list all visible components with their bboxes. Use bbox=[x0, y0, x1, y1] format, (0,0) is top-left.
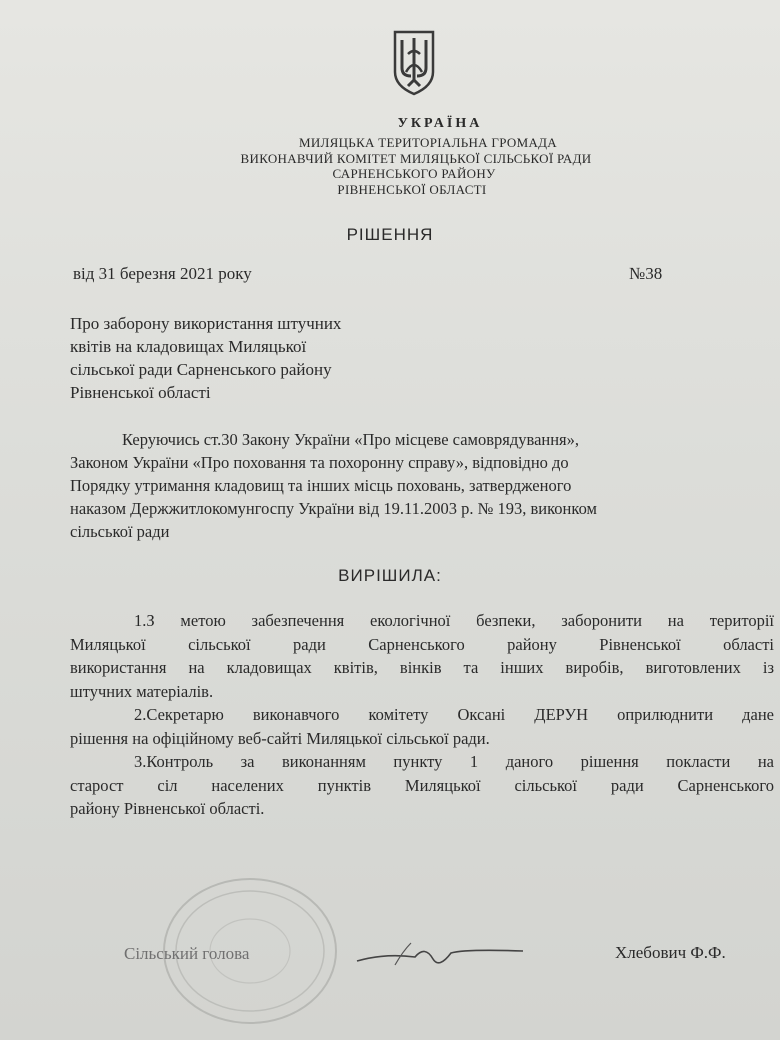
subject-line: Рівненської області bbox=[70, 383, 211, 402]
preamble-line: Керуючись ст.30 Закону України «Про місцеве самоврядування», bbox=[122, 430, 580, 449]
decided-heading: ВИРІШИЛА: bbox=[338, 566, 442, 585]
item-3-line: старост сіл населених пунктів Миляцької сільської ради Сарненського bbox=[70, 775, 774, 795]
item-2-line: 2.Секретарю виконавчого комітету Оксані ДЕРУН оприлюднити дане bbox=[134, 705, 774, 724]
item-1-line: штучних матеріалів. bbox=[70, 681, 214, 701]
district-heading: САРНЕНСЬКОГО РАЙОНУ bbox=[332, 166, 496, 181]
trident-emblem-icon bbox=[389, 28, 439, 96]
community-heading: МИЛЯЦЬКА ТЕРИТОРІАЛЬНА ГРОМАДА bbox=[298, 135, 557, 150]
document-title: РІШЕННЯ bbox=[346, 225, 434, 244]
item-1-line: Миляцької сільської ради Сарненського району Рівненської області bbox=[70, 634, 774, 654]
subject-line: Про заборону використання штучних bbox=[70, 314, 342, 333]
item-3-line: 3.Контроль за виконанням пункту 1 даного рішення покласти на bbox=[134, 752, 774, 771]
item-2-line: рішення на офіційному веб-сайті Миляцької сільської ради. bbox=[70, 728, 490, 748]
preamble-line: Законом України «Про поховання та похоронну справу», відповідно до bbox=[70, 453, 569, 472]
item-1-line: 1.З метою забезпечення екологічної безпеки, заборонити на території bbox=[134, 611, 774, 630]
country-heading: УКРАЇНА bbox=[397, 116, 483, 131]
item-3-line: району Рівненської області. bbox=[70, 799, 265, 818]
preamble-line: сільської ради bbox=[70, 522, 170, 541]
document-number: №38 bbox=[629, 264, 663, 283]
committee-heading: ВИКОНАВЧИЙ КОМІТЕТ МИЛЯЦЬКОЇ СІЛЬСЬКОЇ РАДИ bbox=[240, 151, 592, 166]
signatory-title: Сільський голова bbox=[124, 944, 250, 963]
preamble-paragraph bbox=[70, 428, 750, 543]
preamble-line: наказом Держжитлокомунгоспу України від 19.11.2003 р. № 193, виконком bbox=[70, 499, 597, 518]
decision-items bbox=[70, 609, 774, 821]
region-heading: РІВНЕНСЬКОЇ ОБЛАСТІ bbox=[337, 182, 487, 197]
signatory-name: Хлебович Ф.Ф. bbox=[615, 943, 726, 962]
subject-line: квітів на кладовищах Миляцької bbox=[70, 337, 307, 356]
handwritten-signature bbox=[355, 935, 525, 975]
preamble-line: Порядку утримання кладовищ та інших місць поховань, затвердженого bbox=[70, 476, 572, 495]
item-1-line: використання на кладовищах квітів, вінків та інших виробів, виготовлених із bbox=[70, 658, 774, 677]
document-date: від 31 березня 2021 року bbox=[73, 264, 252, 283]
subject-line: сільської ради Сарненського району bbox=[70, 360, 332, 379]
document-subject bbox=[70, 312, 341, 404]
